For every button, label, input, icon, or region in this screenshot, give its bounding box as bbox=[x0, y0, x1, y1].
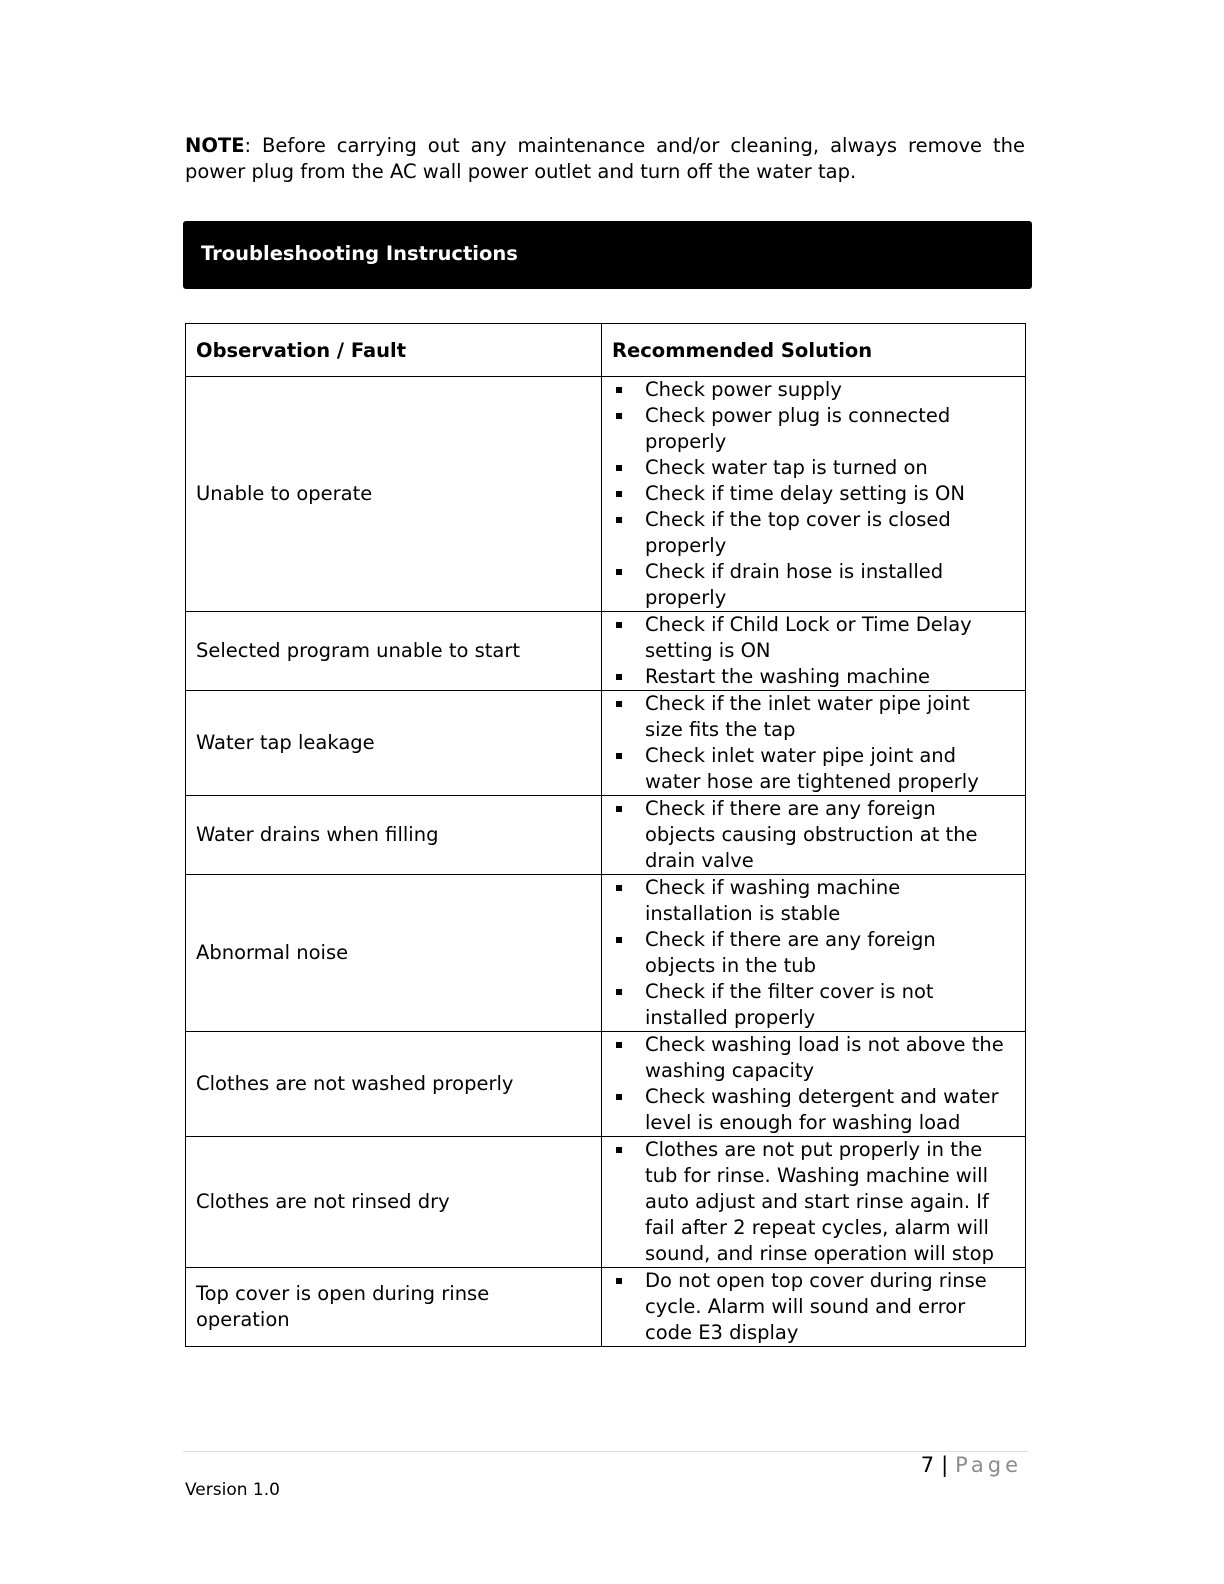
solution-item: Check power plug is connected properly bbox=[602, 403, 1025, 455]
solution-list bbox=[602, 1268, 1025, 1346]
section-title: Troubleshooting Instructions bbox=[201, 242, 518, 265]
solution-item: Check if the filter cover is not installed properly bbox=[602, 979, 1025, 1031]
solution-list bbox=[602, 875, 1025, 1031]
page-indicator bbox=[921, 1453, 1022, 1477]
solution-list bbox=[602, 796, 1025, 874]
table-row bbox=[186, 1268, 1026, 1347]
solution-cell bbox=[602, 377, 1026, 612]
fault-cell: Water drains when filling bbox=[186, 796, 602, 875]
solution-item: Do not open top cover during rinse cycle. Alarm will sound and error code E3 display bbox=[602, 1268, 1025, 1346]
note-text: : Before carrying out any maintenance and/or cleaning, always remove the power plug from the AC wall power outlet and turn off the water tap. bbox=[185, 134, 1025, 183]
troubleshooting-table bbox=[185, 323, 1026, 1347]
solution-item: Check washing load is not above the washing capacity bbox=[602, 1032, 1025, 1084]
table-row bbox=[186, 875, 1026, 1032]
solution-list bbox=[602, 612, 1025, 690]
table-row bbox=[186, 796, 1026, 875]
solution-item: Restart the washing machine bbox=[602, 664, 1025, 690]
page-separator: | bbox=[941, 1453, 950, 1477]
solution-item: Check water tap is turned on bbox=[602, 455, 1025, 481]
table-row bbox=[186, 612, 1026, 691]
solution-item: Check if drain hose is installed properly bbox=[602, 559, 1025, 611]
solution-list bbox=[602, 377, 1025, 611]
note-label: NOTE bbox=[185, 134, 245, 157]
solution-item: Check if the inlet water pipe joint size fits the tap bbox=[602, 691, 1025, 743]
fault-cell: Clothes are not washed properly bbox=[186, 1032, 602, 1137]
header-solution: Recommended Solution bbox=[602, 324, 1026, 377]
fault-cell: Abnormal noise bbox=[186, 875, 602, 1032]
fault-cell: Clothes are not rinsed dry bbox=[186, 1137, 602, 1268]
solution-cell bbox=[602, 691, 1026, 796]
fault-cell: Top cover is open during rinse operation bbox=[186, 1268, 602, 1347]
table-row bbox=[186, 1137, 1026, 1268]
header-observation: Observation / Fault bbox=[186, 324, 602, 377]
solution-list bbox=[602, 1032, 1025, 1136]
solution-item: Check if there are any foreign objects causing obstruction at the drain valve bbox=[602, 796, 1025, 874]
table-header-row bbox=[186, 324, 1026, 377]
solution-item: Check if the top cover is closed properly bbox=[602, 507, 1025, 559]
solution-list bbox=[602, 691, 1025, 795]
solution-cell bbox=[602, 796, 1026, 875]
footer-divider bbox=[183, 1451, 1029, 1452]
solution-item: Clothes are not put properly in the tub for rinse. Washing machine will auto adjust and start rinse again. If fail after 2 repeat cycles, alarm will sound, and rinse operation will stop bbox=[602, 1137, 1025, 1267]
solution-item: Check washing detergent and water level is enough for washing load bbox=[602, 1084, 1025, 1136]
solution-item: Check inlet water pipe joint and water hose are tightened properly bbox=[602, 743, 1025, 795]
table-row bbox=[186, 1032, 1026, 1137]
page-number: 7 bbox=[920, 1453, 936, 1477]
solution-cell bbox=[602, 1137, 1026, 1268]
solution-item: Check if time delay setting is ON bbox=[602, 481, 1025, 507]
solution-item: Check power supply bbox=[602, 377, 1025, 403]
fault-cell: Unable to operate bbox=[186, 377, 602, 612]
section-banner bbox=[183, 221, 1032, 289]
solution-cell bbox=[602, 1032, 1026, 1137]
solution-item: Check if there are any foreign objects in the tub bbox=[602, 927, 1025, 979]
solution-list bbox=[602, 1137, 1025, 1267]
table-row bbox=[186, 377, 1026, 612]
solution-item: Check if washing machine installation is stable bbox=[602, 875, 1025, 927]
page-word: Page bbox=[955, 1453, 1022, 1477]
solution-item: Check if Child Lock or Time Delay setting is ON bbox=[602, 612, 1025, 664]
solution-cell bbox=[602, 612, 1026, 691]
solution-cell bbox=[602, 1268, 1026, 1347]
solution-cell bbox=[602, 875, 1026, 1032]
version-label: Version 1.0 bbox=[185, 1480, 280, 1500]
fault-cell: Water tap leakage bbox=[186, 691, 602, 796]
fault-cell: Selected program unable to start bbox=[186, 612, 602, 691]
table-row bbox=[186, 691, 1026, 796]
maintenance-note bbox=[185, 133, 1025, 185]
